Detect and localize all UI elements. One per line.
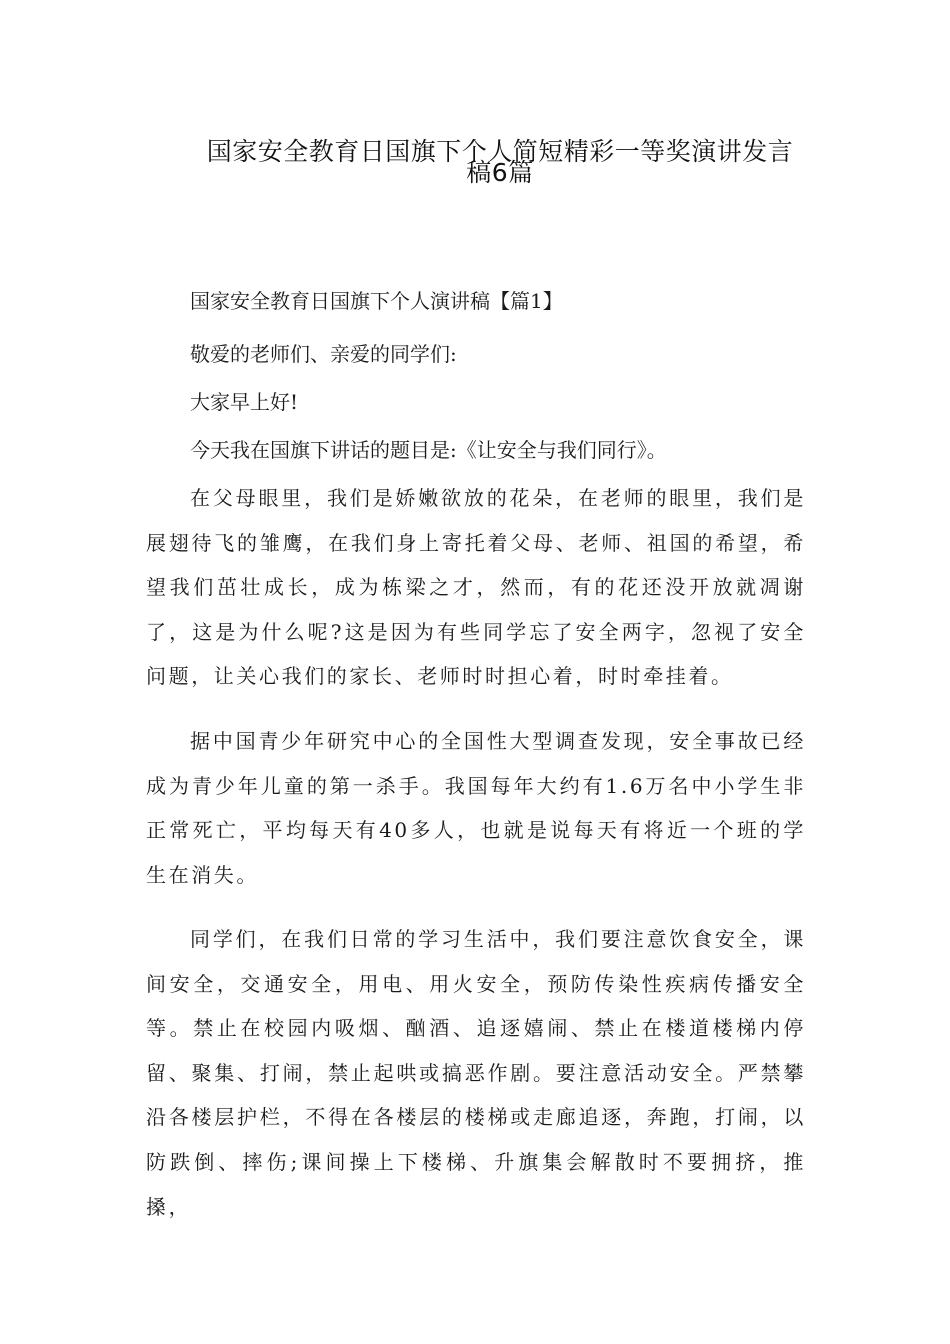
greeting: 大家早上好! [190,390,299,414]
paragraph-2-block [146,719,806,897]
speech-topic: 今天我在国旗下讲话的题目是:《让安全与我们同行》。 [190,438,667,462]
paragraph: 在父母眼里，我们是娇嫩欲放的花朵，在老师的眼里，我们是展翅待飞的雏鹰，在我们身上寄托着父母、老师、祖国的希望，希望我们茁壮成长，成为栋梁之才，然而，有的花还没开放就凋谢了，这是为什么呢?这是因为有些同学忘了安全两字，忽视了安全问题，让关心我们的家长、老师时时担心着，时时牵挂着。 [146,486,806,689]
paragraph: 同学们，在我们日常的学习生活中，我们要注意饮食安全，课间安全，交通安全，用电、用火安全，预防传染性疾病传播安全等。禁止在校园内吸烟、酗酒、追逐嬉闹、禁止在楼道楼梯内停留、聚集、打闹，禁止起哄或搞恶作剧。要注意活动安全。严禁攀沿各楼层护栏，不得在各楼层的楼梯或走廊追逐，奔跑，打闹，以防跌倒、摔伤;课间操上下楼梯、升旗集会解散时不要拥挤，推搡， [146,927,806,1219]
paragraph: 据中国青少年研究中心的全国性大型调查发现，安全事故已经成为青少年儿童的第一杀手。我国每年大约有1.6万名中小学生非正常死亡，平均每天有40多人，也就是说每天有将近一个班的学生在消失。 [146,729,806,887]
section-heading: 国家安全教育日国旗下个人演讲稿【篇1】 [190,289,563,313]
paragraph-1-block [146,476,806,699]
paragraph-3-block [146,917,806,1229]
salutation: 敬爱的老师们、亲爱的同学们: [190,342,457,366]
document-title-line-2: 稿6篇 [466,158,534,187]
document-title-line-1: 国家安全教育日国旗下个人简短精彩一等奖演讲发言 [206,137,794,166]
